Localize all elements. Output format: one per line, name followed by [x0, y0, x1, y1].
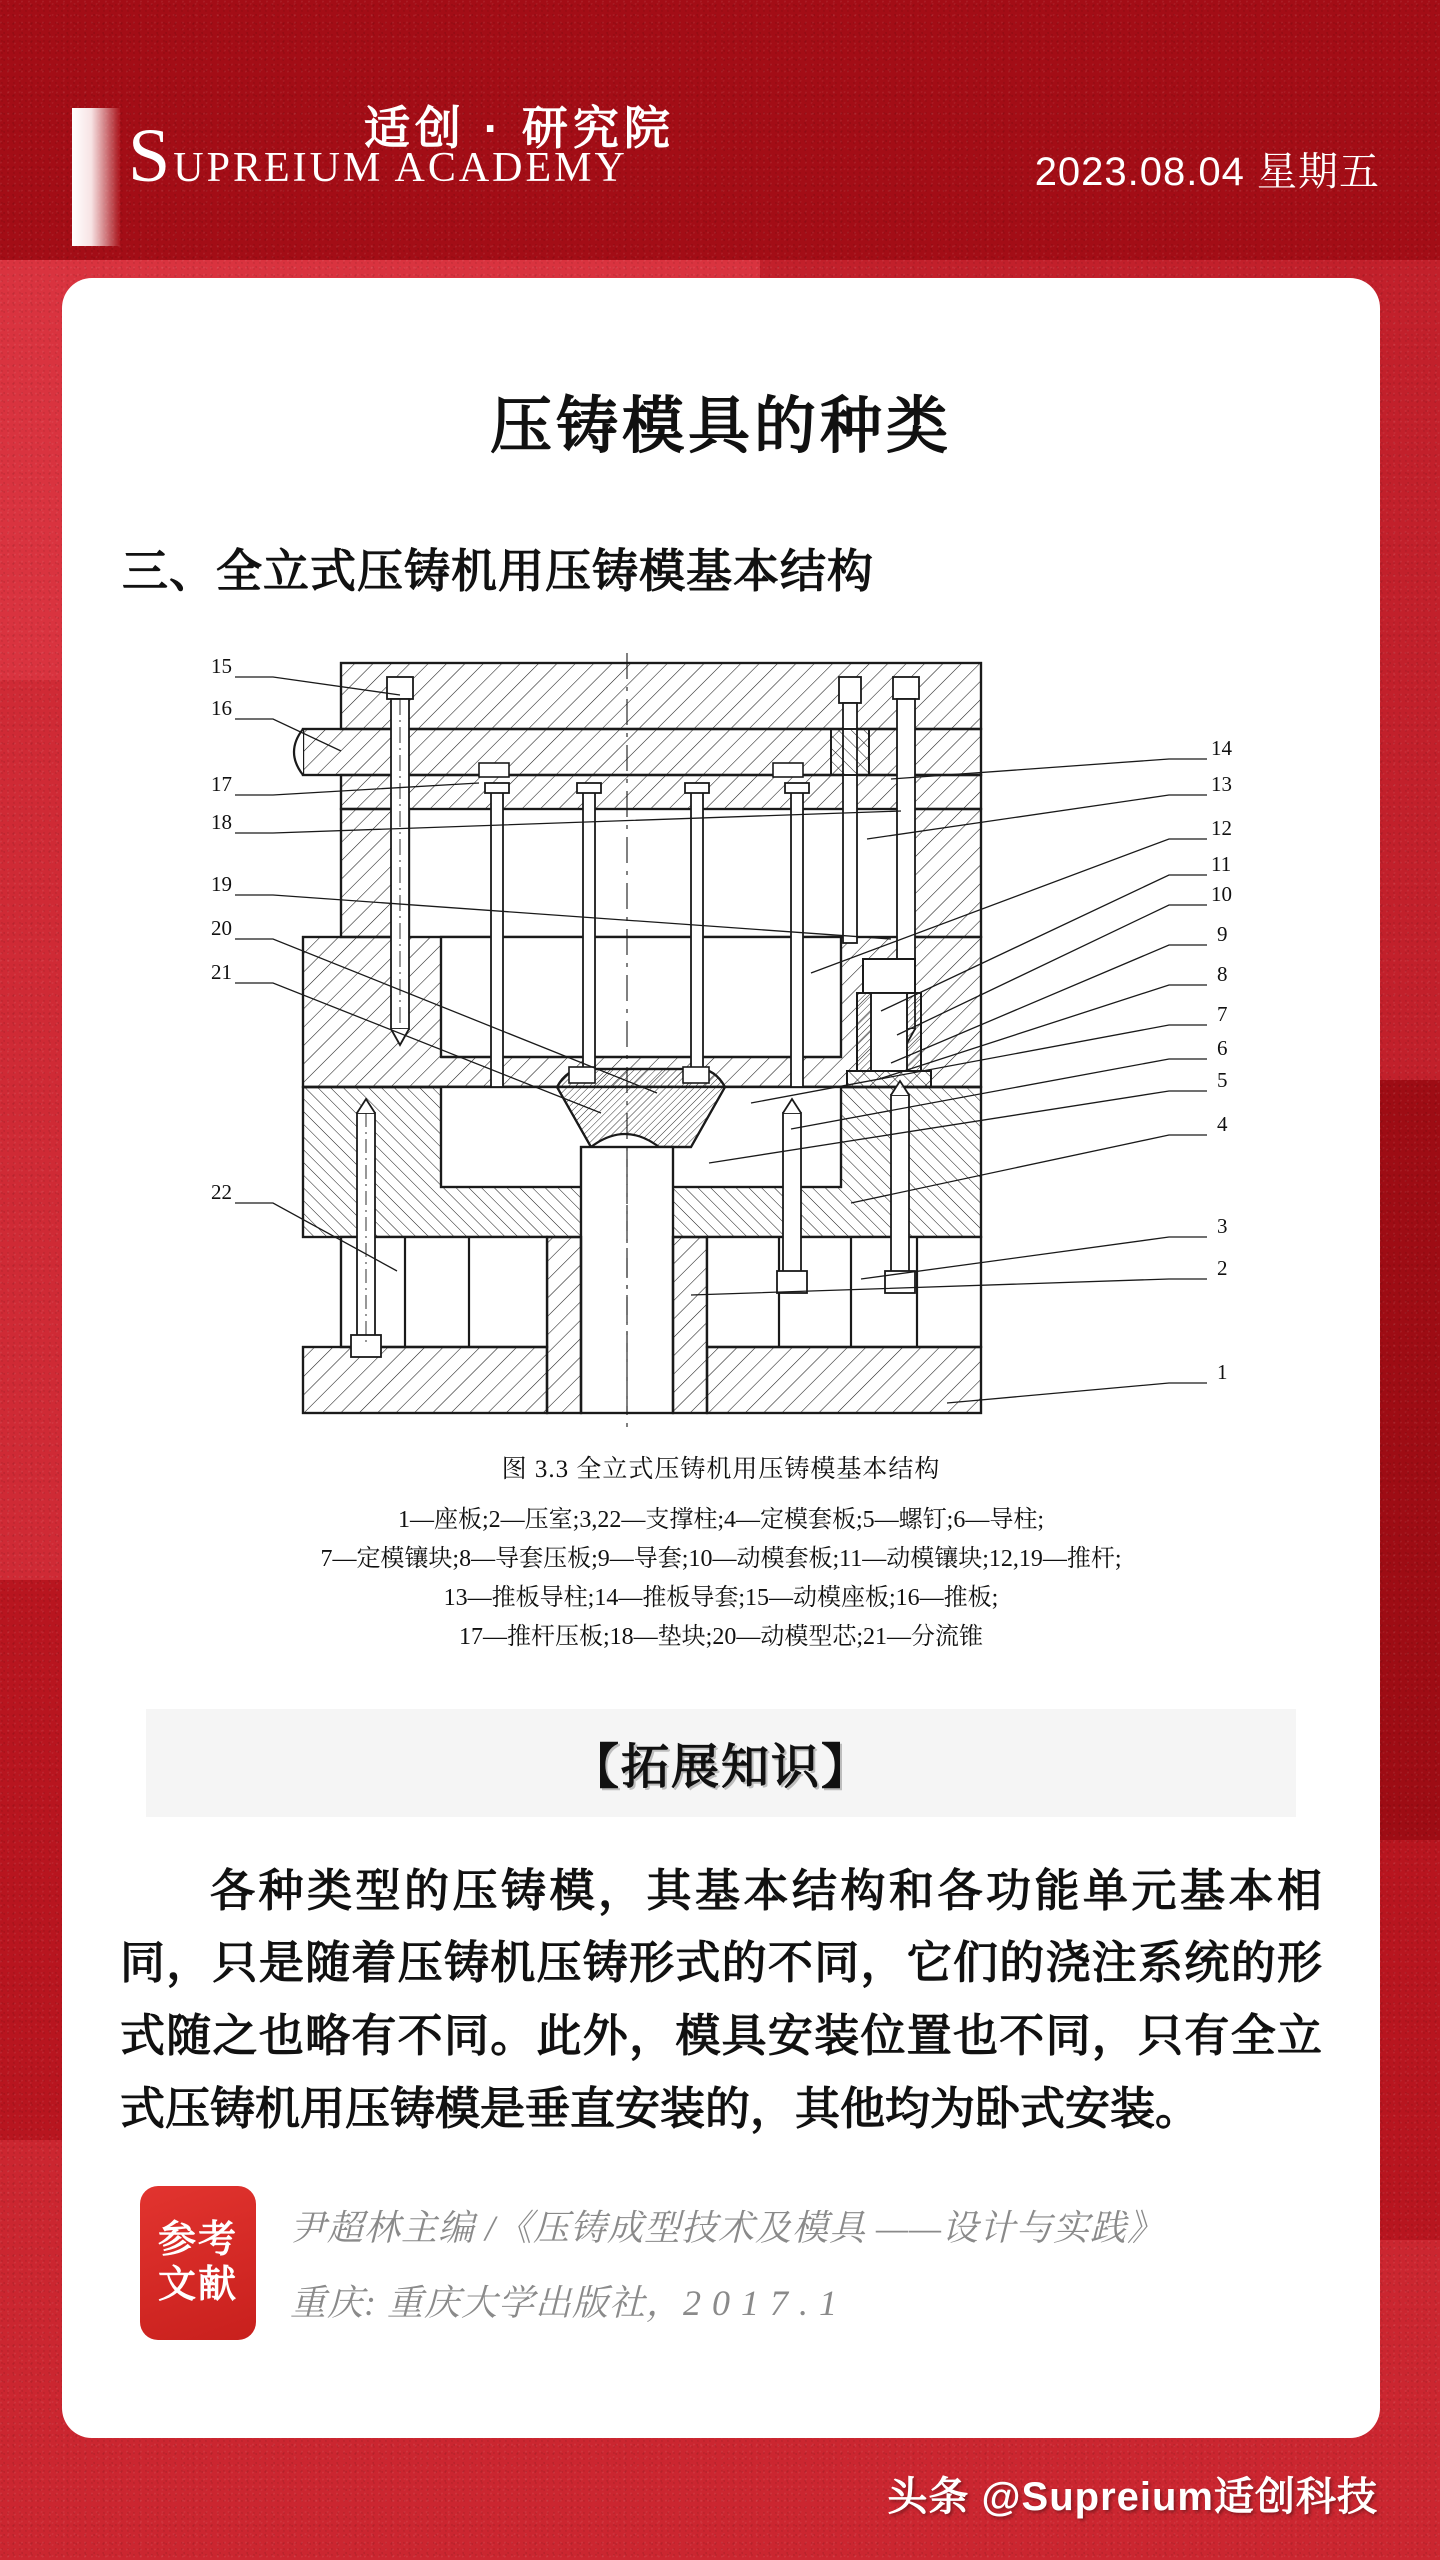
figure-legend [62, 1501, 1380, 1657]
diagram-label-16: 16 [211, 696, 232, 720]
diagram-label-17: 17 [211, 772, 232, 796]
diagram-label-4: 4 [1217, 1112, 1228, 1136]
diagram-label-22: 22 [211, 1180, 232, 1204]
diagram-label-8: 8 [1217, 962, 1228, 986]
diagram-label-11: 11 [1211, 852, 1232, 876]
die-casting-mold-cross-section [191, 643, 1251, 1443]
figure-legend-line: 7—定模镶块;8—导套压板;9—导套;10—动模套板;11—动模镶块;12,19—推杆; [320, 1545, 1122, 1572]
figure-legend-line: 1—座板;2—压室;3,22—支撑柱;4—定模套板;5—螺钉;6—导柱; [397, 1507, 1044, 1533]
diagram-label-2: 2 [1217, 1256, 1228, 1280]
logo-initial-letter: S [128, 114, 174, 198]
technical-diagram [62, 643, 1380, 1443]
diagram-label-5: 5 [1217, 1068, 1228, 1092]
page-header [0, 0, 1440, 275]
body-paragraph: 各种类型的压铸模，其基本结构和各功能单元基本相同，只是随着压铸机压铸形式的不同，它们的浇注系统的形式随之也略有不同。此外，模具安装位置也不同，只有全立式压铸机用压铸模是垂直安装的，其他均为卧式安装。 [120, 1865, 1322, 2135]
diagram-label-18: 18 [211, 810, 232, 834]
logo-chinese-name: 适创 · 研究院 [364, 102, 675, 154]
reference-badge-line1: 参考 [157, 2219, 238, 2262]
diagram-label-21: 21 [211, 960, 232, 984]
diagram-label-6: 6 [1217, 1036, 1228, 1060]
figure-caption: 图 3.3 全立式压铸机用压铸模基本结构 [501, 1456, 941, 1483]
diagram-label-1: 1 [1217, 1360, 1228, 1384]
logo-english-rest: UPREIUM ACADEMY [173, 145, 628, 191]
diagram-label-14: 14 [1211, 736, 1232, 760]
reference-line-1: 尹超林主编 /《压铸成型技术及模具 ——设计与实践》 [290, 2208, 1165, 2248]
reference-line-2: 重庆: 重庆大学出版社，2 0 1 7 . 1 [290, 2283, 838, 2323]
content-card [62, 278, 1380, 2438]
extension-knowledge-banner [146, 1709, 1296, 1817]
header-date: 2023.08.04 星期五 [1034, 150, 1380, 194]
reference-badge [140, 2186, 256, 2340]
diagram-label-20: 20 [211, 916, 232, 940]
diagram-label-12: 12 [1211, 816, 1232, 840]
footer-watermark: 头条 @Supreium适创科技 [887, 2475, 1378, 2519]
diagram-label-13: 13 [1211, 772, 1232, 796]
diagram-label-15: 15 [211, 654, 232, 678]
reference-text [290, 2186, 1164, 2350]
diagram-label-10: 10 [1211, 882, 1232, 906]
diagram-label-19: 19 [211, 872, 232, 896]
diagram-label-7: 7 [1217, 1002, 1228, 1026]
section-title: 三、全立式压铸机用压铸模基本结构 [122, 545, 874, 597]
extension-knowledge-label: 【拓展知识】 [570, 1741, 871, 1794]
header-accent-bar [72, 108, 120, 246]
figure-legend-line: 17—推杆压板;18—垫块;20—动模型芯;21—分流锥 [458, 1623, 983, 1650]
figure-legend-line: 13—推板导柱;14—推板导套;15—动模座板;16—推板; [443, 1584, 999, 1611]
diagram-label-9: 9 [1217, 922, 1228, 946]
reference-badge-line2: 文献 [157, 2264, 238, 2306]
reference-block [140, 2186, 1164, 2350]
diagram-label-3: 3 [1217, 1214, 1228, 1238]
page-title: 压铸模具的种类 [489, 392, 952, 461]
